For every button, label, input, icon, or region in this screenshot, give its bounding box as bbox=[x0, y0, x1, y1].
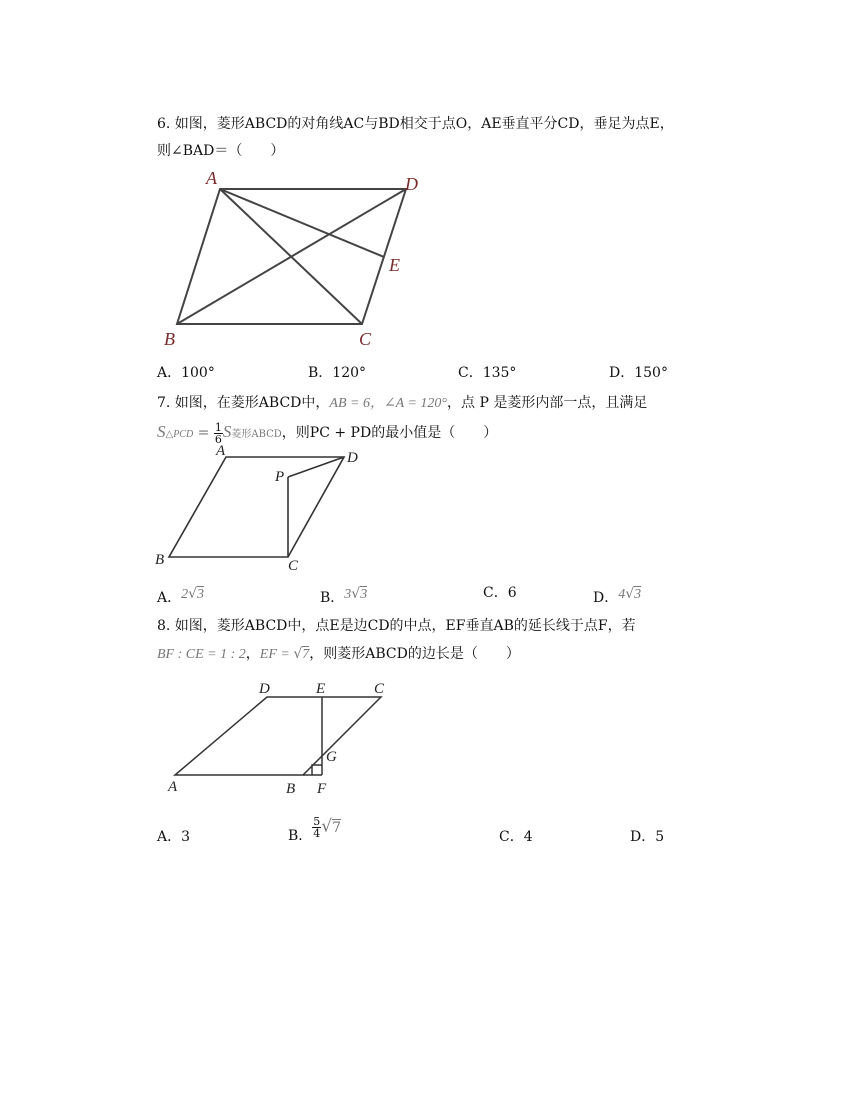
q8-radicand: 7 bbox=[302, 647, 310, 662]
q7-area-sub1: △PCD bbox=[165, 429, 194, 440]
q7-label-d: D bbox=[347, 450, 358, 466]
q8-label-a: A bbox=[168, 779, 178, 795]
q8-option-b-radical-sign: √ bbox=[321, 816, 333, 837]
q7-option-a-radicand: 3 bbox=[197, 587, 205, 602]
q6-option-b[interactable]: B．120° bbox=[308, 365, 367, 381]
q8-option-a[interactable]: A．3 bbox=[157, 829, 191, 845]
q6-option-c[interactable]: C．135° bbox=[458, 365, 517, 381]
q7-option-b-letter: B． bbox=[320, 590, 345, 606]
q7-stem-part1: 7. 如图，在菱形ABCD中， bbox=[157, 395, 330, 411]
q8-option-b-num: 5 bbox=[313, 815, 321, 828]
q6-option-d[interactable]: D．150° bbox=[609, 365, 668, 381]
q8-radical-sign: √ bbox=[293, 646, 303, 662]
q8-ratio: BF : CE = 1 : 2 bbox=[157, 647, 246, 662]
q8-stem-line1: 8. 如图，菱形ABCD中，点E是边CD的中点，EF垂直AB的延长线于点F，若 bbox=[157, 618, 636, 634]
q7-option-b-radical-sign: √ bbox=[351, 586, 361, 602]
q8-option-b-radicand: 7 bbox=[332, 819, 342, 836]
q6-label-a: A bbox=[206, 168, 217, 188]
q8-option-c[interactable]: C．4 bbox=[499, 829, 533, 845]
q6-stem-line2: 则∠BAD＝（ ） bbox=[157, 143, 285, 159]
q7-option-d-letter: D． bbox=[593, 590, 619, 606]
q7-option-a-coef: 2 bbox=[181, 587, 189, 602]
q6-label-d: D bbox=[405, 174, 418, 194]
q6-option-a[interactable]: A．100° bbox=[157, 365, 215, 381]
q7-fraction-den: 6 bbox=[214, 432, 222, 446]
q8-right-angle-mark bbox=[312, 765, 322, 775]
q7-option-c[interactable]: C．6 bbox=[483, 585, 517, 601]
q8-stem-rest: ，则菱形ABCD的边长是（ ） bbox=[309, 646, 520, 662]
q8-option-b-den: 4 bbox=[313, 827, 321, 840]
q8-label-b: B bbox=[286, 781, 296, 797]
q8-ef-eq: EF = bbox=[259, 647, 294, 662]
q7-area-s2: S bbox=[222, 422, 232, 441]
q7-stem-rest: ，则PC + PD的最小值是（ ） bbox=[281, 425, 498, 441]
q7-option-d-radicand: 3 bbox=[634, 587, 642, 602]
q7-label-a: A bbox=[216, 443, 226, 459]
q8-option-b-fraction bbox=[312, 816, 321, 839]
q6-label-b: B bbox=[164, 329, 175, 349]
q7-area-sub2: 菱形ABCD bbox=[231, 429, 282, 440]
q6-stem-line1: 6. 如图，菱形ABCD的对角线AC与BD相交于点O，AE垂直平分CD，垂足为点E， bbox=[157, 116, 674, 132]
q8-label-c: C bbox=[374, 681, 385, 697]
q8-option-b-letter: B． bbox=[288, 827, 313, 844]
q8-option-b[interactable] bbox=[288, 815, 342, 844]
q7-area-s1: S bbox=[157, 422, 166, 441]
q7-option-b-coef: 3 bbox=[344, 587, 352, 602]
q7-area-eq: = bbox=[193, 425, 214, 441]
q8-option-d[interactable]: D．5 bbox=[630, 829, 665, 845]
q8-comma: ， bbox=[245, 646, 260, 662]
q7-stem-given: AB = 6，∠A = 120° bbox=[329, 396, 448, 411]
q7-option-b-radicand: 3 bbox=[360, 587, 368, 602]
q8-label-f: F bbox=[317, 781, 327, 797]
q8-label-d: D bbox=[259, 681, 270, 697]
q7-label-c: C bbox=[288, 558, 299, 574]
q7-label-b: B bbox=[155, 552, 165, 568]
q7-fraction-num: 1 bbox=[214, 420, 222, 434]
q7-option-a-radical-sign: √ bbox=[188, 586, 198, 602]
q7-option-d-radical-sign: √ bbox=[625, 586, 635, 602]
q6-label-e: E bbox=[389, 255, 400, 275]
q7-option-d-coef: 4 bbox=[618, 587, 626, 602]
q7-option-a-letter: A． bbox=[157, 590, 182, 606]
q6-label-c: C bbox=[359, 329, 372, 349]
q8-label-e: E bbox=[316, 681, 326, 697]
q7-stem-part3: ，点 P 是菱形内部一点，且满足 bbox=[447, 395, 648, 411]
q8-label-g: G bbox=[326, 749, 337, 765]
q7-label-p: P bbox=[275, 469, 285, 485]
q8-rhombus bbox=[175, 697, 381, 775]
